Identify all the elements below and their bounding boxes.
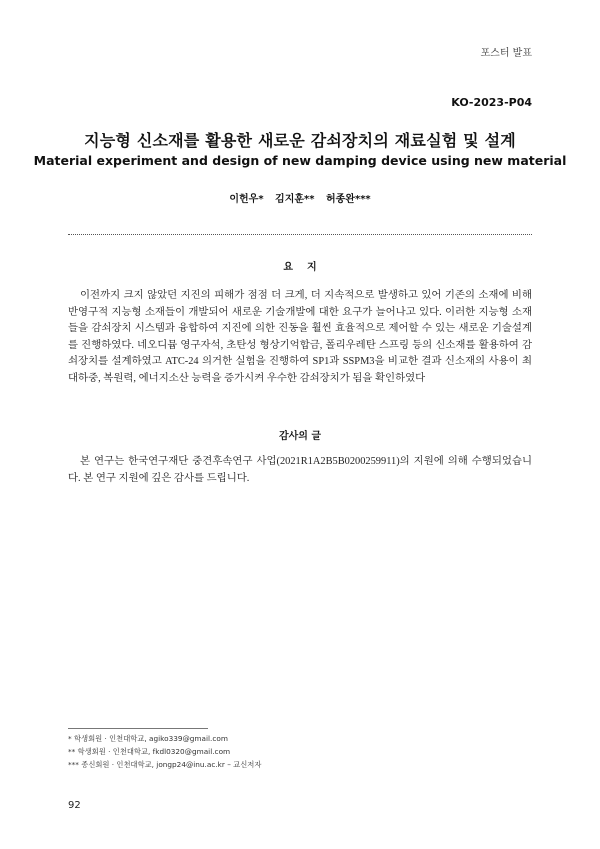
footnote-divider [68, 728, 208, 729]
acknowledgement-body: 본 연구는 한국연구재단 중견후속연구 사업(2021R1A2B5B0200259911)의 지원에 의해 수행되었습니다. 본 연구 지원에 깊은 감사를 드립니다. [68, 456, 532, 484]
title-korean: 지능형 신소재를 활용한 새로운 감쇠장치의 재료실험 및 설계 [84, 131, 516, 150]
footnote-2: ** 학생회원 · 인천대학교, fkdl0320@gmail.com [68, 746, 231, 756]
footnotes [68, 733, 468, 771]
acknowledgement-heading: 감사의 글 [278, 431, 322, 442]
title-english: Material experiment and design of new damping device using new material [33, 153, 567, 168]
abstract-heading: 요 지 [283, 262, 317, 273]
author-1: 이헌우* [229, 194, 264, 205]
author-3: 허종완*** [325, 194, 371, 205]
footnote-3: *** 종신회원 · 인천대학교, jongp24@inu.ac.kr – 교신저자 [68, 759, 262, 769]
footnote-1: * 학생회원 · 인천대학교, agiko339@gmail.com [68, 734, 228, 743]
paper-id: KO-2023-P04 [451, 96, 532, 109]
abstract-body: 이전까지 크지 않았던 지진의 피해가 점점 더 크게, 더 지속적으로 발생하고 있어 기존의 소재에 비해 반영구적 지능형 소재들이 개발되어 새로운 기술개발에 대한 요구가 늘어나고 있다. 이러한 지능형 소재들을 감쇠장치 시스템과 융합하여 지진에 의한 진동을 훨씬 효율적으로 제어할 수 있는 새로운 기술설계를 진행하였다. 네오디뮴 영구자석, 초탄성 형상기억합금, 폴리우레탄 스프링 등의 신소재를 활용하여 감쇠장치를 설계하였고 ATC-24 의거한 실험을 진행하여 SP1과 SSPM3을 비교한 결과 신소재의 사용이 최대하중, 복원력, 에너지소산 능력을 증가시켜 우수한 감쇠장치가 됨을 확인하였다 [68, 290, 532, 384]
header-divider [68, 234, 532, 235]
author-2: 김지훈** [275, 194, 315, 205]
section-label: 포스터 발표 [480, 48, 532, 59]
page-number: 92 [68, 800, 81, 811]
author-list [0, 190, 600, 205]
